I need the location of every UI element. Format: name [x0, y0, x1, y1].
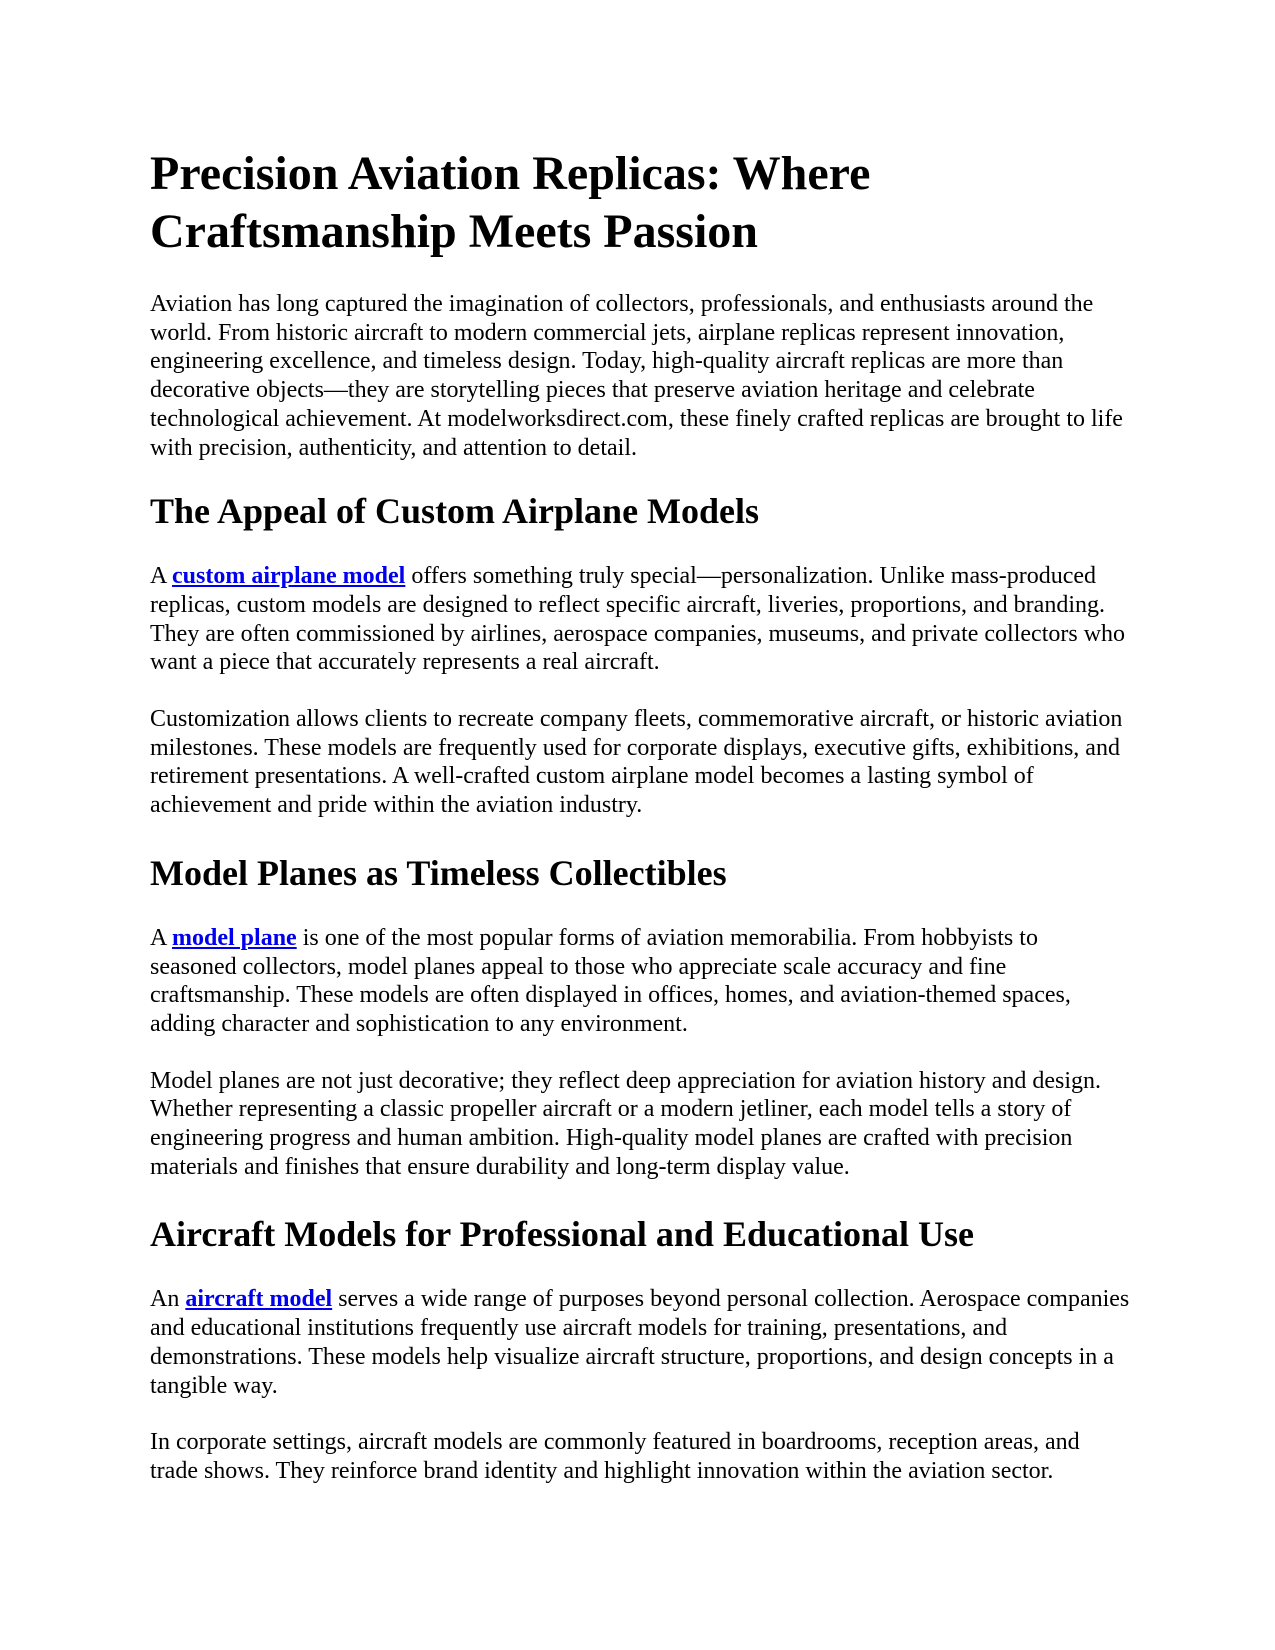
paragraph-text: offers something truly special—personalization. Unlike mass-produced replicas, custom models are designed to reflect specific aircraft, liveries, proportions, and branding. They are often commissioned by airlines, aerospace companies, museums, and private collectors who want a piece that accurately represents a real aircraft.	[150, 563, 1126, 676]
intro-paragraph: Aviation has long captured the imagination of collectors, professionals, and enthusiasts around the world. From historic aircraft to modern commercial jets, airplane replicas represent innovation, engineering excellence, and timeless design. Today, high-quality aircraft replicas are more than decorative objects—they are storytelling pieces that preserve aviation heritage and celebrate technological achievement. At modelworksdirect.com, these finely crafted replicas are brought to life with precision, authenticity, and attention to detail.	[150, 291, 1123, 461]
section-heading-model-planes: Model Planes as Timeless Collectibles	[150, 852, 727, 893]
custom-airplane-model-link[interactable]: custom airplane model	[172, 563, 406, 590]
section-aircraft-models-paragraph-2: In corporate settings, aircraft models are commonly featured in boardrooms, reception areas, and trade shows. They reinforce brand identity and highlight innovation within the aviation sector.	[150, 1429, 1080, 1484]
section-custom-models-paragraph-2: Customization allows clients to recreate company fleets, commemorative aircraft, or historic aviation milestones. These models are frequently used for corporate displays, executive gifts, exhibitions, and retirement presentations. A well-crafted custom airplane model becomes a lasting symbol of achievement and pride within the aviation industry.	[150, 706, 1123, 819]
section-aircraft-models-paragraph-1	[150, 1285, 1130, 1400]
section-heading-aircraft-models: Aircraft Models for Professional and Educational Use	[150, 1214, 974, 1255]
model-plane-link[interactable]: model plane	[172, 924, 297, 951]
paragraph-text: serves a wide range of purposes beyond personal collection. Aerospace companies and educational institutions frequently use aircraft models for training, presentations, and demonstrations. These models help visualize aircraft structure, proportions, and design concepts in a tangible way.	[150, 1286, 1130, 1399]
section-custom-models-paragraph-1	[150, 562, 1130, 677]
paragraph-prefix: An	[150, 1286, 186, 1313]
section-model-planes-paragraph-1	[150, 924, 1130, 1039]
paragraph-prefix: A	[150, 924, 173, 951]
section-model-planes-paragraph-2: Model planes are not just decorative; they reflect deep appreciation for aviation history and design. Whether representing a classic propeller aircraft or a modern jetliner, each model tells a story of engineering progress and human ambition. High-quality model planes are crafted with precision materials and finishes that ensure durability and long-term display value.	[150, 1067, 1101, 1180]
aircraft-model-link[interactable]: aircraft model	[185, 1286, 333, 1313]
document-page	[150, 145, 1130, 1514]
paragraph-text: is one of the most popular forms of aviation memorabilia. From hobbyists to seasoned collectors, model planes appeal to those who appreciate scale accuracy and fine craftsmanship. These models are often displayed in offices, homes, and aviation-themed spaces, adding character and sophistication to any environment.	[150, 924, 1071, 1037]
paragraph-prefix: A	[150, 563, 173, 590]
section-heading-custom-models: The Appeal of Custom Airplane Models	[150, 491, 760, 532]
page-title: Precision Aviation Replicas: Where Craftsmanship Meets Passion	[150, 147, 871, 258]
